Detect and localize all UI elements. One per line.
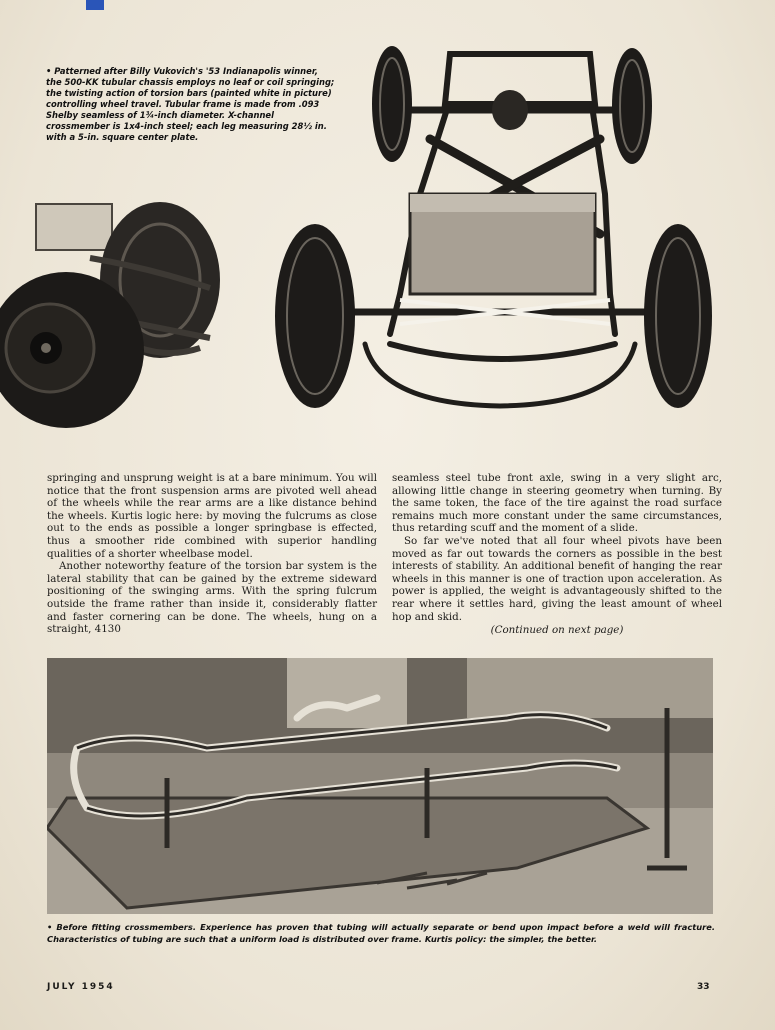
chassis-photo-caption: • Patterned after Billy Vukovich's '53 Indianapolis winner, the 500-KK tubular chassis employs no leaf or coil springing; the twisting action of torsion bars (painted white in picture) controlling wheel travel. Tubular frame is made from .093 Shelby seamless of 1¾-inch diameter. X-channel crossmember is 1x4-inch steel; each leg measuring 28½ in. with a 5-in. square center plate. bbox=[46, 66, 335, 142]
paragraph: So far we've noted that all four wheel pivots have been moved as far out towards the corners as possible in the best interests of stability. An additional benefit of hanging the rear wheels in this manner is one of traction upon acceleration. As power is applied, the weight is advantageously shifted to the rear where it settles hard, giving the least amount of wheel hop and skid. bbox=[392, 534, 722, 623]
blue-tab-mark bbox=[86, 0, 104, 10]
paragraph: seamless steel tube front axle, swing in a very slight arc, allowing little change in steering geometry when turning. By the same token, the face of the tire against the road surface remains much more constant under the same circumstances, thus retarding scuff and the moment of a slide. bbox=[392, 472, 722, 535]
paragraph: Another noteworthy feature of the torsion bar system is the lateral stability that can be gained by the extreme sideward positioning of the swinging arms. With the spring fulcrum outside the frame rather than inside it, considerably flatter and faster cornering can be done. The wheels, hung on a straight, 4130 bbox=[47, 560, 377, 636]
article-column-right bbox=[392, 472, 722, 637]
workshop-photo-caption: • Before fitting crossmembers. Experience has proven that tubing will actually separate or bend upon impact before a weld will fracture. Characteristics of tubing are such that a uniform load is distributed over frame. Kurtis policy: the simpler, the better. bbox=[47, 922, 715, 944]
issue-date: JULY 1954 bbox=[47, 982, 115, 992]
chassis-photo bbox=[270, 44, 720, 416]
workshop-frame-photo bbox=[47, 658, 713, 914]
rear-wheel-detail-photo bbox=[0, 198, 222, 446]
paragraph: springing and unsprung weight is at a bare minimum. You will notice that the front suspension arms are pivoted well ahead of the wheels while the rear arms are a like distance behind the wheels. Kurtis logic here: by moving the fulcrums as close out to the ends as possible a longer springbase is effected, thus a smoother ride combined with superior handling qualities of a shorter wheelbase model. bbox=[47, 472, 377, 560]
continued-note: (Continued on next page) bbox=[490, 624, 624, 637]
article-column-left bbox=[47, 472, 377, 636]
page-number: 33 bbox=[697, 982, 710, 992]
